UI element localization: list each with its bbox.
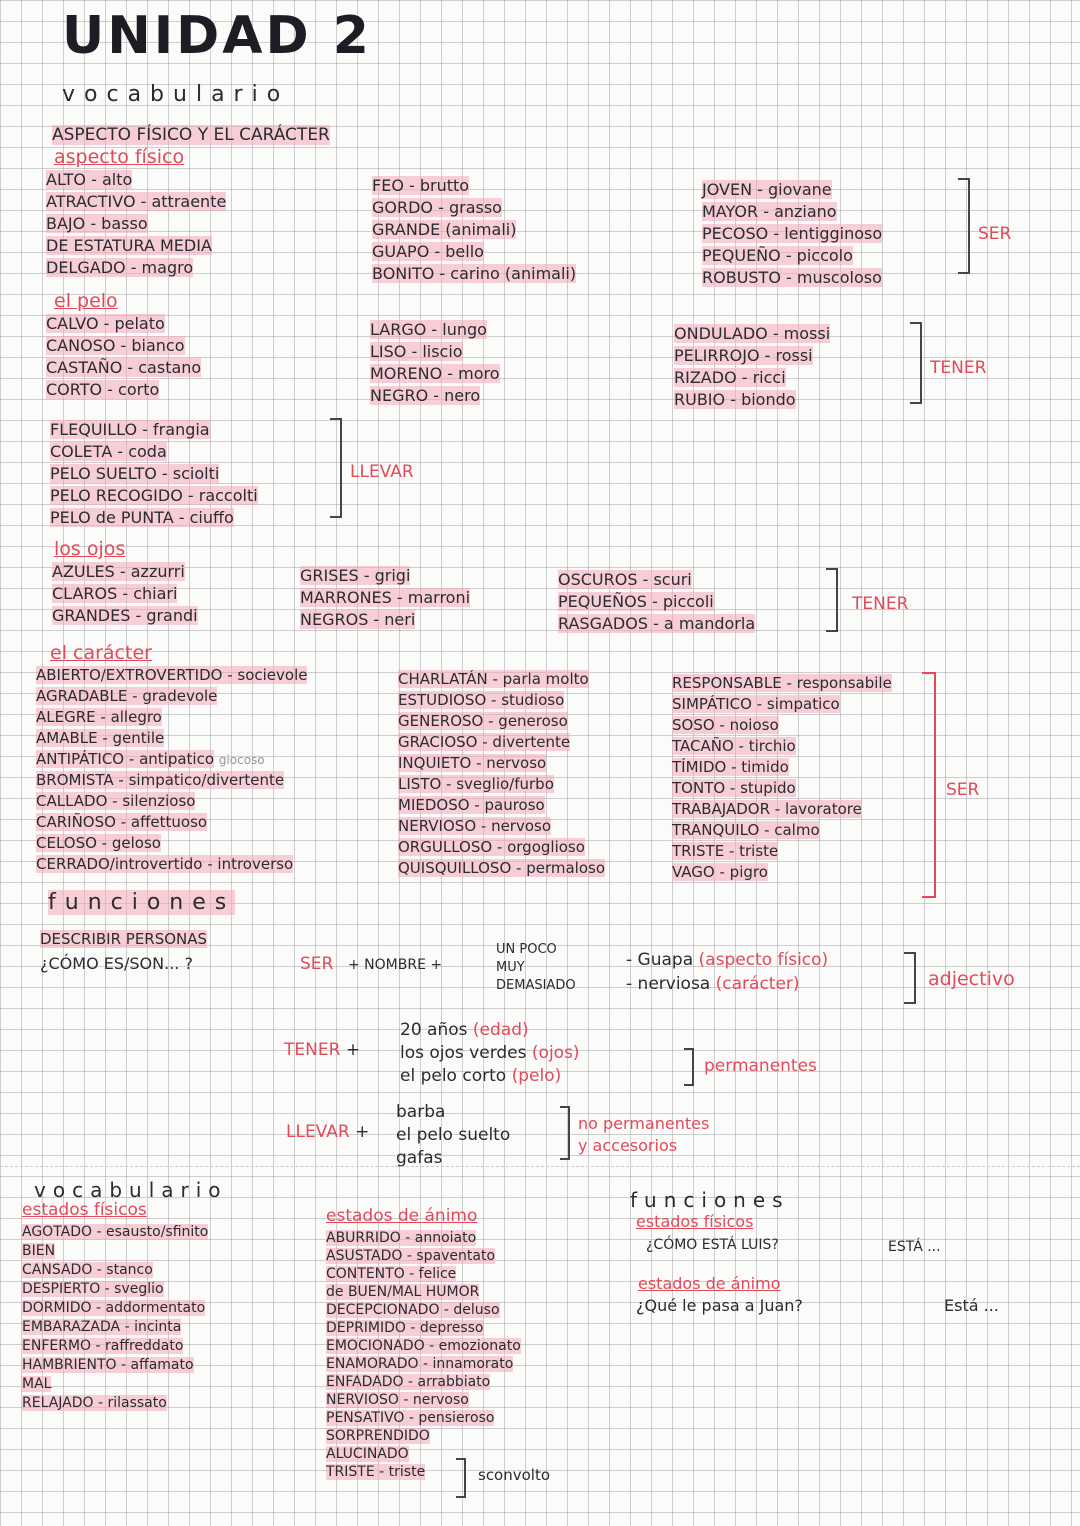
list-item: PELO SUELTO - sciolti	[50, 464, 220, 483]
list-pelo-col3	[674, 324, 830, 412]
no-permanentes-tag	[578, 1114, 709, 1158]
list-item: RASGADOS - a mandorla	[558, 614, 756, 633]
list-llevar-funciones	[396, 1102, 510, 1171]
list-item: ALTO - alto	[46, 170, 133, 189]
respuesta-esta: ESTÁ ...	[888, 1239, 941, 1255]
respuesta-esta-2: Está ...	[944, 1296, 999, 1315]
list-item: gafas	[396, 1148, 443, 1168]
bracket	[958, 178, 970, 274]
list-item: TRISTE - triste	[672, 842, 779, 860]
list-llevar	[50, 420, 258, 530]
subheading-caracter: el carácter	[50, 642, 152, 664]
list-item: LISO - liscio	[370, 342, 463, 361]
list-item: PECOSO - lentigginoso	[702, 224, 883, 243]
list-item: CORTO - corto	[46, 380, 160, 399]
list-item: FEO - brutto	[372, 176, 470, 195]
verb-tag-ser: SER	[978, 224, 1012, 244]
list-item: GRACIOSO - divertente	[398, 733, 571, 751]
list-item: AZULES - azzurri	[52, 562, 185, 581]
permanentes-tag: permanentes	[704, 1056, 817, 1076]
list-item: ATRACTIVO - attraente	[46, 192, 227, 211]
list-item: HAMBRIENTO - affamato	[22, 1357, 194, 1373]
list-item: EMOCIONADO - emozionato	[326, 1338, 521, 1354]
list-item: CASTAÑO - castano	[46, 358, 202, 377]
list-caracter-col1	[36, 666, 307, 876]
list-item: MUY	[496, 960, 525, 975]
tener-label: TENER +	[284, 1040, 361, 1060]
list-item: DEMASIADO	[496, 978, 576, 993]
list-item: LISTO - sveglio/furbo	[398, 775, 554, 793]
list-item: SORPRENDIDO	[326, 1428, 430, 1444]
list-item: CARIÑOSO - affettuoso	[36, 813, 208, 831]
list-item: PENSATIVO - pensieroso	[326, 1410, 495, 1426]
list-item: GUAPO - bello	[372, 242, 484, 261]
sconvolto-note: sconvolto	[478, 1466, 551, 1484]
list-item: PEQUEÑO - piccolo	[702, 246, 853, 265]
list-item: PELO RECOGIDO - raccolti	[50, 486, 258, 505]
list-item: CLAROS - chiari	[52, 584, 178, 603]
list-item: TRABAJADOR - lavoratore	[672, 800, 862, 818]
list-aspecto-col1	[46, 170, 226, 280]
list-item: SOSO - noioso	[672, 716, 779, 734]
list-item: PELO de PUNTA - ciuffo	[50, 508, 234, 527]
list-pelo-col1	[46, 314, 201, 402]
list-item: CONTENTO - felice	[326, 1266, 457, 1282]
list-caracter-col2	[398, 670, 605, 880]
list-item: FLEQUILLO - frangia	[50, 420, 210, 439]
list-item: y accesorios	[578, 1136, 678, 1155]
list-item: ORGULLOSO - orgoglioso	[398, 838, 585, 856]
list-item: NERVIOSO - nervoso	[398, 817, 552, 835]
list-item: ASUSTADO - spaventato	[326, 1248, 496, 1264]
subheading-estados-fisicos: estados físicos	[22, 1200, 147, 1220]
list-tener	[400, 1020, 580, 1089]
topic-heading: ASPECTO FÍSICO Y EL CARÁCTER	[52, 125, 330, 145]
list-ojos-col3	[558, 570, 755, 636]
list-item: CALLADO - silenzioso	[36, 792, 196, 810]
ser-label: SER	[300, 954, 334, 974]
list-item: DESPIERTO - sveglio	[22, 1281, 164, 1297]
list-item: OSCUROS - scuri	[558, 570, 692, 589]
pregunta-como-es: ¿CÓMO ES/SON... ?	[40, 954, 193, 973]
list-item: ROBUSTO - muscoloso	[702, 268, 882, 287]
list-item: CALVO - pelato	[46, 314, 165, 333]
list-item: RIZADO - ricci	[674, 368, 786, 387]
list-item: LARGO - lungo	[370, 320, 487, 339]
bracket	[904, 952, 916, 1004]
list-item: los ojos verdes (ojos)	[400, 1043, 580, 1063]
bracket	[330, 418, 342, 518]
list-item: INQUIETO - nervoso	[398, 754, 547, 772]
list-item: MAYOR - anziano	[702, 202, 837, 221]
list-item: UN POCO	[496, 942, 557, 957]
subheading-estados-fisicos-2: estados físicos	[636, 1212, 754, 1231]
verb-tag-ser: SER	[946, 780, 980, 800]
list-estados-fisicos	[22, 1224, 208, 1414]
list-item: BROMISTA - simpatico/divertente	[36, 771, 285, 789]
list-item: GRISES - grigi	[300, 566, 411, 585]
list-item: NERVIOSO - nervoso	[326, 1392, 469, 1408]
subheading-pelo: el pelo	[54, 290, 118, 312]
list-aspecto-col3	[702, 180, 882, 290]
list-item: no permanentes	[578, 1114, 710, 1133]
list-item: BONITO - carino (animali)	[372, 264, 577, 283]
section-heading-vocabulario: vocabulario	[62, 82, 290, 107]
verb-tag-tener: TENER	[930, 358, 987, 378]
subheading-estados-animo: estados de ánimo	[326, 1206, 478, 1226]
list-item: SIMPÁTICO - simpatico	[672, 695, 840, 713]
list-item: CANOSO - bianco	[46, 336, 185, 355]
list-caracter-col3	[672, 674, 892, 884]
list-item: COLETA - coda	[50, 442, 167, 461]
subheading-estados-animo-2: estados de ánimo	[638, 1274, 781, 1293]
list-item: ABURRIDO - annoiato	[326, 1230, 477, 1246]
list-item: TONTO - stupido	[672, 779, 796, 797]
list-item: ANTIPÁTICO - antipatico giocoso	[36, 750, 265, 768]
list-item: PEQUEÑOS - piccoli	[558, 592, 714, 611]
list-item: QUISQUILLOSO - permaloso	[398, 859, 605, 877]
list-item: PELIRROJO - rossi	[674, 346, 813, 365]
pregunta-como-esta: ¿CÓMO ESTÁ LUIS?	[646, 1237, 779, 1253]
list-estados-animo	[326, 1230, 521, 1482]
verb-tag-llevar: LLEVAR	[350, 462, 414, 482]
list-item: MARRONES - marroni	[300, 588, 471, 607]
list-item: TÍMIDO - timido	[672, 758, 789, 776]
list-item: VAGO - pigro	[672, 863, 768, 881]
list-item: BIEN	[22, 1243, 56, 1259]
list-item: EMBARAZADA - incinta	[22, 1319, 182, 1335]
list-item: GRANDE (animali)	[372, 220, 517, 239]
bracket	[826, 568, 838, 632]
nombre-label: + NOMBRE +	[348, 957, 443, 973]
verb-tag-tener: TENER	[852, 594, 909, 614]
list-item: el pelo suelto	[396, 1125, 511, 1145]
describir-label: DESCRIBIR PERSONAS	[40, 930, 208, 948]
list-pelo-col2	[370, 320, 500, 408]
list-item: MORENO - moro	[370, 364, 500, 383]
list-item: CELOSO - geloso	[36, 834, 161, 852]
page-title: UNIDAD 2	[62, 6, 372, 66]
divider	[0, 1166, 1080, 1167]
list-item: NEGRO - nero	[370, 386, 481, 405]
example-guapa: - Guapa (aspecto físico)	[626, 950, 829, 970]
list-item: ENFERMO - raffreddato	[22, 1338, 184, 1354]
list-item: BAJO - basso	[46, 214, 148, 233]
list-item: ONDULADO - mossi	[674, 324, 831, 343]
list-item: JOVEN - giovane	[702, 180, 832, 199]
list-item: DORMIDO - addormentato	[22, 1300, 206, 1316]
list-item: ALUCINADO	[326, 1446, 409, 1462]
list-item: AGOTADO - esausto/sfinito	[22, 1224, 209, 1240]
list-cuantificadores	[496, 942, 576, 996]
list-item: DEPRIMIDO - depresso	[326, 1320, 484, 1336]
list-item: ESTUDIOSO - studioso	[398, 691, 565, 709]
bracket	[560, 1106, 570, 1160]
list-item: NEGROS - neri	[300, 610, 416, 629]
list-item: GRANDES - grandi	[52, 606, 198, 625]
list-item: MIEDOSO - pauroso	[398, 796, 545, 814]
bracket	[910, 322, 922, 404]
section-heading-vocabulario-2: vocabulario	[34, 1178, 228, 1202]
llevar-label: LLEVAR +	[286, 1122, 370, 1142]
list-item: AMABLE - gentile	[36, 729, 165, 747]
list-item: GENEROSO - generoso	[398, 712, 568, 730]
bracket	[922, 672, 936, 898]
list-item: AGRADABLE - gradevole	[36, 687, 218, 705]
list-ojos-col2	[300, 566, 470, 632]
note: giocoso	[218, 753, 265, 767]
list-item: RUBIO - biondo	[674, 390, 796, 409]
list-item: MAL	[22, 1376, 52, 1392]
list-item: ABIERTO/EXTROVERTIDO - socievole	[36, 666, 308, 684]
bracket	[456, 1458, 466, 1498]
list-item: TACAÑO - tirchio	[672, 737, 796, 755]
list-item: TRISTE - triste	[326, 1464, 426, 1480]
list-item: 20 años (edad)	[400, 1020, 529, 1040]
pregunta-que-le-pasa: ¿Qué le pasa a Juan?	[636, 1296, 803, 1315]
list-item: CANSADO - stanco	[22, 1262, 153, 1278]
adjetivo-tag: adjectivo	[928, 968, 1015, 990]
section-heading-funciones-2: funciones	[630, 1188, 790, 1212]
list-item: de BUEN/MAL HUMOR	[326, 1284, 480, 1300]
list-item: DE ESTATURA MEDIA	[46, 236, 212, 255]
list-item: ALEGRE - allegro	[36, 708, 162, 726]
list-item: CERRADO/introvertido - introverso	[36, 855, 294, 873]
list-item: ENAMORADO - innamorato	[326, 1356, 514, 1372]
list-item: CHARLATÁN - parla molto	[398, 670, 589, 688]
subheading-ojos: los ojos	[54, 538, 126, 560]
list-item: ENFADADO - arrabbiato	[326, 1374, 491, 1390]
list-item: DELGADO - magro	[46, 258, 194, 277]
list-item: TRANQUILO - calmo	[672, 821, 820, 839]
list-item: RELAJADO - rilassato	[22, 1395, 167, 1411]
list-aspecto-col2	[372, 176, 576, 286]
list-ojos-col1	[52, 562, 198, 628]
bracket	[684, 1048, 694, 1086]
list-item: RESPONSABLE - responsabile	[672, 674, 892, 692]
list-item: GORDO - grasso	[372, 198, 502, 217]
list-item: el pelo corto (pelo)	[400, 1066, 562, 1086]
list-item: DECEPCIONADO - deluso	[326, 1302, 500, 1318]
subheading-aspecto-fisico: aspecto físico	[54, 146, 185, 168]
section-heading-funciones: funciones	[48, 890, 236, 915]
list-item: barba	[396, 1102, 446, 1122]
example-nerviosa: - nerviosa (carácter)	[626, 974, 800, 994]
